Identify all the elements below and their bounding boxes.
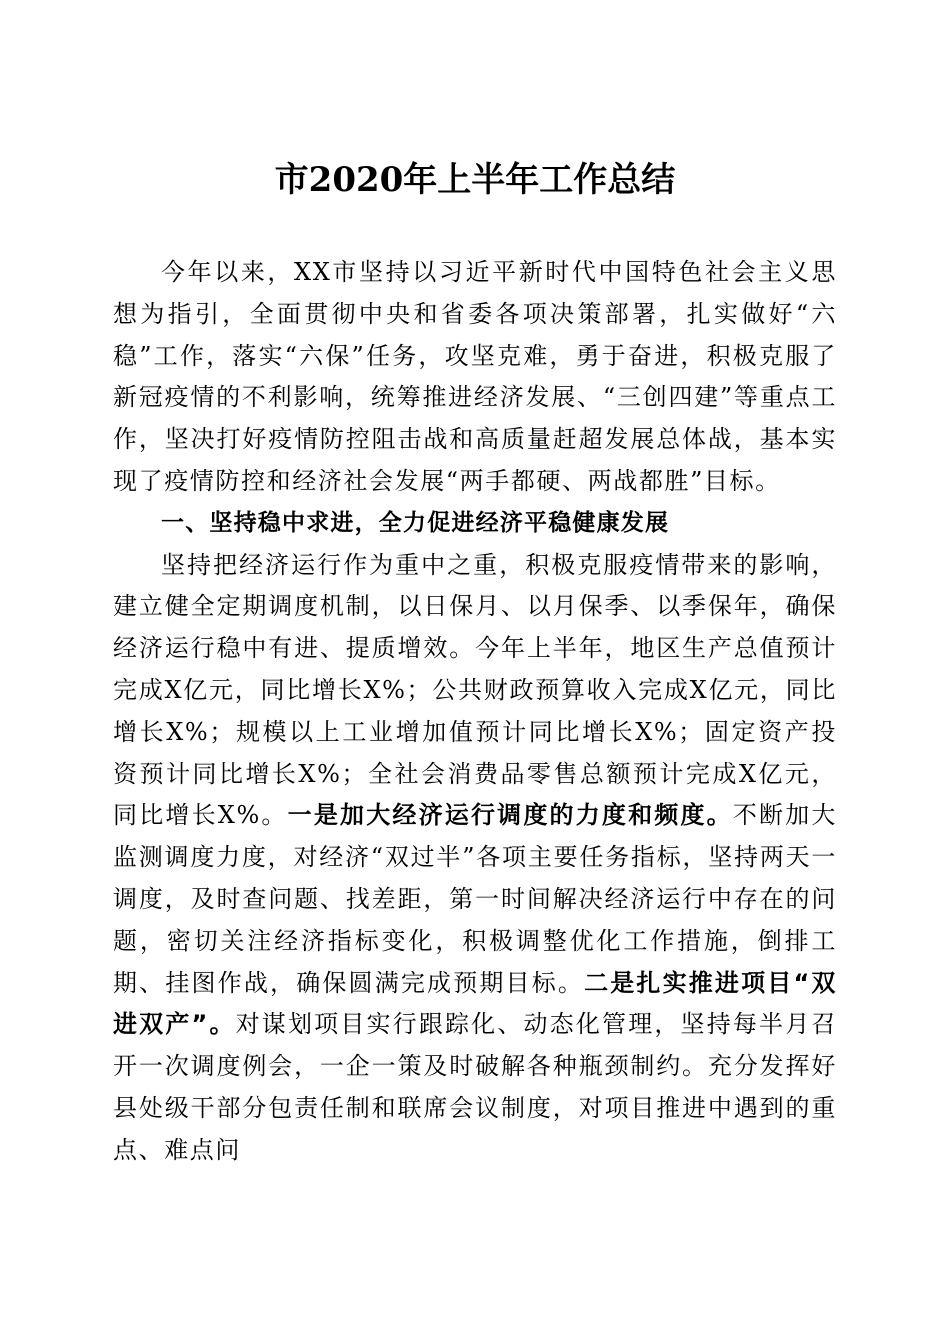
section-heading-1: 一、坚持稳中求进，全力促进经济平稳健康发展 (161, 509, 670, 536)
section-1-text-b: 不断加大监测调度力度，对经济“双过半”各项主要任务指标，坚持两天一调度，及时查问题、找差距，第一时间解决经济运行中存在的问题，密切关注经济指标变化，积极调整优化工作措施，倒排工期、挂图作战，确保圆满完成预期目标。 (113, 801, 837, 997)
intro-paragraph: 今年以来，XX市坚持以习近平新时代中国特色社会主义思想为指引，全面贯彻中央和省委各项决策部署，扎实做好“六稳”工作，落实“六保”任务，攻坚克难，勇于奋进，积极克服了新冠疫情的不利影响，统筹推进经济发展、“三创四建”等重点工作，坚决打好疫情防控阻击战和高质量赶超发展总体战，基本实现了疫情防控和经济社会发展“两手都硬、两战都胜”目标。 (113, 258, 837, 495)
section-1-bold-point-2: 二是扎实推进项目“双进双产”。 (113, 968, 837, 1039)
document-body (113, 252, 837, 1172)
document-title: 市2020年上半年工作总结 (274, 160, 676, 200)
section-1-paragraph (113, 545, 837, 1172)
section-1-text-c: 对谋划项目实行跟踪化、动态化管理，坚持每半月召开一次调度例会，一企一策及时破解各种瓶颈制约。充分发挥好县处级干部分包责任制和联席会议制度，对项目推进中遇到的重点、难点问 (113, 1010, 837, 1164)
section-1-bold-point-1: 一是加大经济运行调度的力度和频度。 (287, 801, 733, 830)
section-1-text-a: 坚持把经济运行作为重中之重，积极克服疫情带来的影响，建立健全定期调度机制，以日保月、以月保季、以季保年，确保经济运行稳中有进、提质增效。今年上半年，地区生产总值预计完成X亿元，同比增长X%；公共财政预算收入完成X亿元，同比增长X%；规模以上工业增加值预计同比增长X%；固定资产投资预计同比增长X%；全社会消费品零售总额预计完成X亿元，同比增长X%。 (113, 550, 837, 830)
